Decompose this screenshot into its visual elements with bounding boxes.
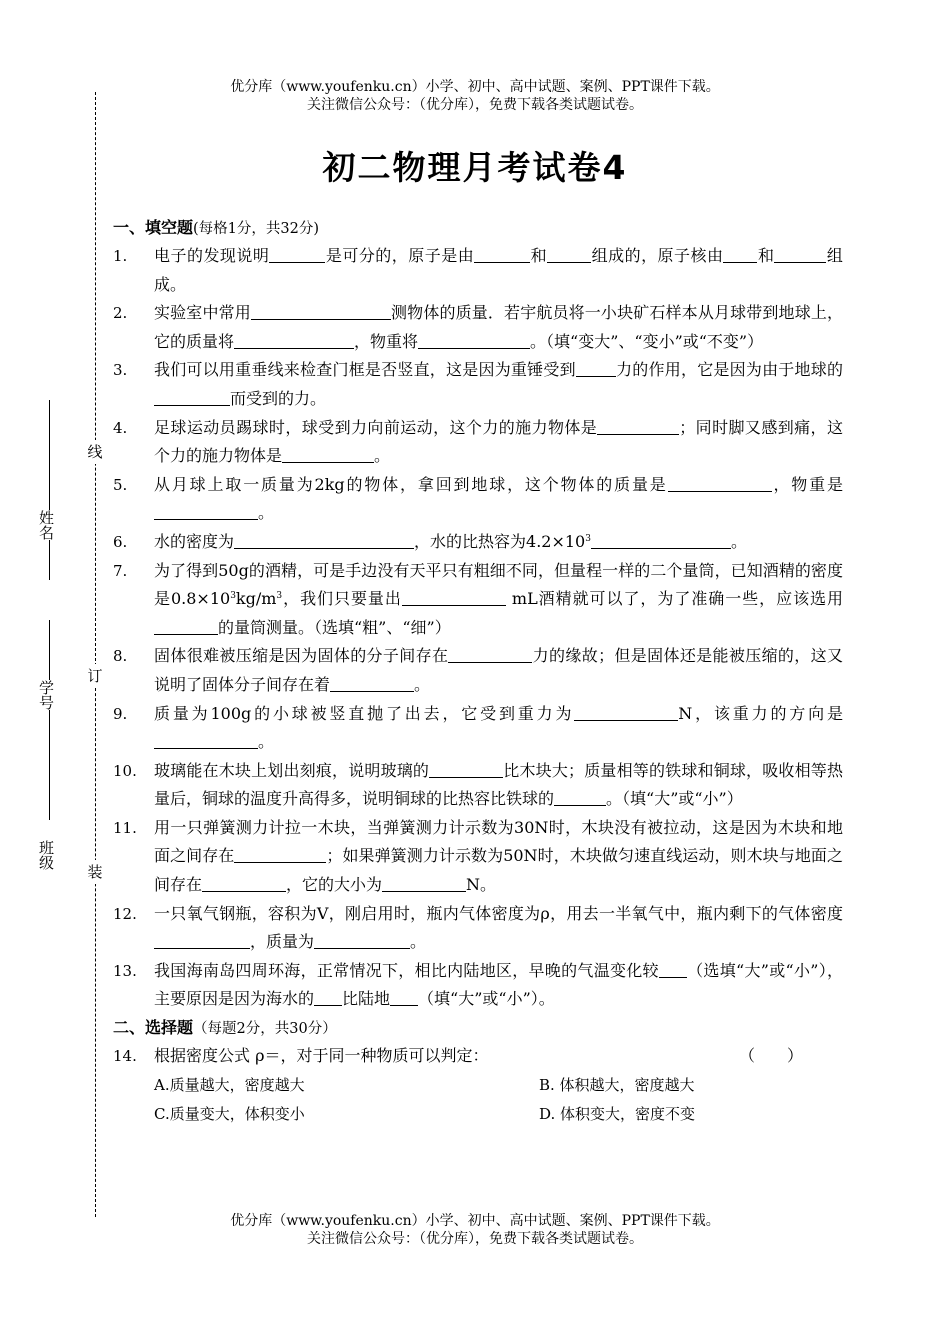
question-text: ，它的大小为 [286,875,383,895]
question-text: ，水的比热容为4.2×10 [414,531,586,551]
question-text: 质量为100g的小球被竖直抛了出去，它受到重力为 [154,703,575,723]
number-label: 学号 [37,680,55,710]
answer-blank[interactable] [154,930,250,949]
answer-blank[interactable] [448,644,532,663]
question-text: 。 [414,674,431,694]
question-text: 组成。 [154,246,843,294]
answer-blank[interactable] [576,358,616,377]
question-1 [113,242,843,299]
question-text: 固体很难被压缩是因为固体的分子间存在 [154,646,449,666]
question-14-options [154,1071,843,1129]
question-9 [113,700,843,757]
question-text: ，我们只要量出 [282,589,402,609]
question-number: 5. [113,475,128,494]
answer-paren[interactable]: （ ） [738,1046,803,1066]
question-text: 。 [410,932,427,952]
section-2-note: （每题2分，共30分） [193,1021,337,1038]
question-text: ；同时脚又感到痛，这个力的施力物体是 [154,417,843,466]
question-text: 实验室中常用 [154,303,251,323]
question-text: 一只氧气钢瓶，容积为V，刚启用时，瓶内气体密度为ρ，用去一半氧气中，瓶内剩下的气体密度 [154,903,843,923]
answer-blank[interactable] [554,787,606,806]
question-text: 根据密度公式 ρ＝，对于同一种物质可以判定： [154,1046,489,1066]
question-text: 组成的，原子核由 [591,246,724,265]
question-text: 。 [730,531,747,551]
answer-blank[interactable] [269,244,325,263]
answer-blank[interactable] [591,530,731,549]
question-number: 7. [113,561,128,580]
answer-blank[interactable] [202,873,286,892]
question-10 [113,757,843,814]
answer-blank[interactable] [234,530,414,549]
question-number: 14. [113,1047,137,1066]
answer-blank[interactable] [418,330,530,349]
question-text: 的量筒测量。（选填“粗”、“细”） [218,617,451,637]
name-label: 姓名 [37,510,55,540]
question-text: 我国海南岛四周环海，正常情况下，相比内陆地区，早晚的气温变化较 [154,960,659,980]
answer-blank[interactable] [234,844,326,863]
question-text: 为了得到50g的酒精，可是手边没有天平只有粗细不同，但量程一样的二个量筒，已知酒精的密度是0.8×10 [154,560,843,609]
name-write-line-lower[interactable] [49,540,50,580]
answer-blank[interactable] [402,587,506,606]
header-line-2: 关注微信公众号：（优分库），免费下载各类试题试卷。 [307,97,643,113]
section-1-label: 一、填空题 [113,218,194,237]
question-number: 4. [113,418,128,437]
question-text: 从月球上取一质量为2kg的物体，拿回到地球，这个物体的质量是 [154,474,668,494]
header-line-1: 优分库（www.youfenku.cn）小学、初中、高中试题、案例、PPT课件下载。 [230,79,720,95]
binding-char-xian: 线 [83,440,107,464]
answer-blank[interactable] [154,730,258,749]
answer-blank[interactable] [429,759,503,778]
name-write-line[interactable] [49,400,50,510]
answer-blank[interactable] [774,244,826,263]
number-write-line[interactable] [49,620,50,680]
question-text: 电子的发现说明 [154,246,270,265]
answer-blank[interactable] [382,873,466,892]
question-text: 水的密度为 [154,531,235,551]
answer-blank[interactable] [154,387,230,406]
question-7 [113,557,843,643]
question-text: 。（填“大”或“小”） [606,789,743,809]
answer-blank[interactable] [547,244,591,263]
section-fill-in [113,214,843,242]
answer-blank[interactable] [330,673,414,692]
question-text: 测物体的质量．若宇航员将一小块矿石样本从月球带到地球上，它的质量将 [154,303,843,351]
question-text: 玻璃能在木块上划出刻痕，说明玻璃的 [154,760,430,780]
question-number: 3. [113,361,128,380]
question-number: 2. [113,304,128,323]
footer-line-2: 关注微信公众号：（优分库），免费下载各类试题试卷。 [307,1231,643,1247]
superscript: 3 [276,591,283,602]
section-2-label: 二、选择题 [113,1018,194,1038]
page-title: 初二物理月考试卷4 [322,148,628,187]
answer-blank[interactable] [154,501,258,520]
question-text: 和 [530,246,548,265]
question-text: 。（填“变大”、“变小”或“不变”） [530,331,764,351]
student-number-field[interactable] [37,620,61,820]
binding-char-ding: 订 [83,664,107,688]
answer-blank[interactable] [668,473,772,492]
number-write-line-lower[interactable] [49,710,50,820]
answer-blank[interactable] [597,416,679,435]
question-number: 9. [113,704,128,723]
answer-blank[interactable] [474,244,530,263]
answer-blank[interactable] [154,616,218,635]
section-multiple-choice [113,1014,843,1042]
binding-char-zhuang: 装 [83,860,107,884]
question-2 [113,299,843,356]
question-8 [113,642,843,699]
question-text: 用一只弹簧测力计拉一木块，当弹簧测力计示数为30N时，木块没有被拉动，这是因为木块和地面之间存在 [154,817,843,866]
answer-blank[interactable] [659,959,687,978]
answer-blank[interactable] [574,702,678,721]
question-text: 而受到的力。 [230,388,327,408]
question-6 [113,528,843,557]
answer-blank[interactable] [390,987,418,1006]
question-text: 足球运动员踢球时，球受到力向前运动，这个力的施力物体是 [154,417,598,437]
section-1-note: (每格1分，共32分) [193,221,320,237]
question-4 [113,414,843,471]
question-5 [113,471,843,528]
question-text: kg/m [235,589,277,609]
superscript: 3 [585,533,591,544]
footer-line-1: 优分库（www.youfenku.cn）小学、初中、高中试题、案例、PPT课件下载。 [230,1213,720,1229]
question-number: 13. [113,961,137,980]
question-3 [113,356,843,413]
student-name-field[interactable] [37,400,61,580]
binding-dashed-line [95,92,96,1217]
question-number: 10. [113,761,137,780]
question-text: 。 [258,503,275,523]
option-b[interactable]: B. 体积越大，密度越大 [539,1075,695,1094]
question-text: 和 [757,246,775,265]
question-text: 力的作用，它是因为由于地球的 [615,360,843,380]
question-text: （选填“大”或“小”），主要原因是因为海水的 [154,960,843,1009]
answer-blank[interactable] [234,330,354,349]
answer-blank[interactable] [314,987,342,1006]
option-d[interactable]: D. 体积变大，密度不变 [539,1104,696,1123]
question-text: ；如果弹簧测力计示数为50N时，木块做匀速直线运动，则木块与地面之间存在 [154,846,843,895]
question-text: mL酒精就可以了，为了准确一些，应该选用 [505,589,844,609]
question-14 [113,1042,843,1071]
question-text: ，物重将 [354,331,419,351]
question-text: N。 [466,875,497,895]
question-12 [113,900,843,957]
question-text: ，质量为 [250,932,315,952]
question-number: 1. [113,247,128,265]
page-footer [0,1212,950,1248]
student-class-field[interactable] [37,840,61,870]
question-text: （填“大”或“小”）。 [418,989,555,1009]
option-c[interactable]: C.质量变大，体积变小 [154,1104,305,1123]
question-text: 是可分的，原子是由 [325,246,475,265]
question-text: 。 [374,446,391,466]
answer-blank[interactable] [723,244,757,263]
option-a[interactable]: A.质量越大，密度越大 [154,1075,305,1094]
answer-blank[interactable] [282,444,374,463]
question-number: 8. [113,647,128,666]
question-13 [113,957,843,1014]
question-text: 。 [258,732,275,752]
answer-blank[interactable] [251,301,391,320]
question-text: ，物重是 [771,474,843,494]
exam-content [113,214,843,1129]
question-number: 11. [113,818,137,837]
superscript: 3 [230,591,236,602]
question-text: 我们可以用重垂线来检查门框是否竖直，这是因为重锤受到 [154,360,576,380]
answer-blank[interactable] [314,930,410,949]
question-number: 12. [113,904,137,923]
question-text: 比陆地 [342,989,391,1009]
question-number: 6. [113,532,128,551]
class-label: 班级 [37,840,55,870]
question-11 [113,814,843,900]
question-text: 力的缘故；但是固体还是能被压缩的，这又说明了固体分子间存在着 [154,646,843,694]
question-text: N，该重力的方向是 [678,703,843,723]
page-header [0,78,950,114]
question-text: 比木块大；质量相等的铁球和铜球，吸收相等热量后，铜球的温度升高得多，说明铜球的比热容比铁球的 [154,760,843,809]
